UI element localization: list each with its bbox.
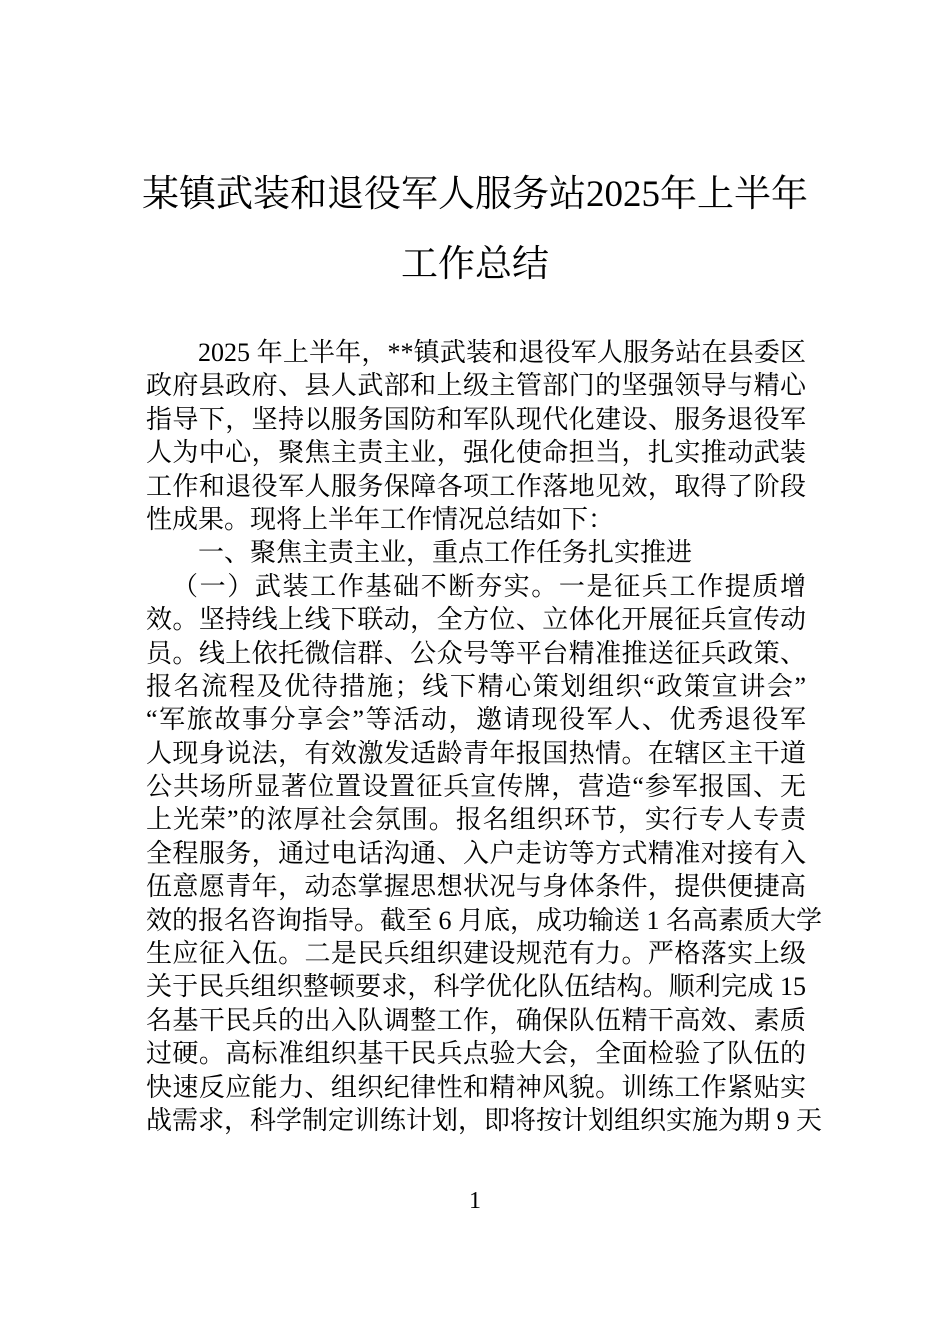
page-number: 1: [469, 1188, 481, 1214]
body-line: 人现身说法，有效激发适龄青年报国热情。在辖区主干道: [146, 738, 806, 768]
body-line: 性成果。现将上半年工作情况总结如下：: [146, 504, 615, 534]
body-line: 全程服务，通过电话沟通、入户走访等方式精准对接有入: [146, 838, 806, 868]
body-line: 人为中心，聚焦主责主业，强化使命担当，扎实推动武装: [146, 438, 806, 468]
body-line: 员。线上依托微信群、公众号等平台精准推送征兵政策、: [146, 638, 806, 668]
body-line: 效的报名咨询指导。截至 6 月底，成功输送 1 名高素质大学: [146, 905, 823, 935]
body-line: 政府县政府、县人武部和上级主管部门的坚强领导与精心: [146, 371, 806, 401]
body-line: “军旅故事分享会”等活动，邀请现役军人、优秀退役军: [146, 705, 806, 735]
body-line: 生应征入伍。二是民兵组织建设规范有力。严格落实上级: [146, 939, 806, 969]
body-line: 上光荣”的浓厚社会氛围。报名组织环节，实行专人专责: [146, 805, 806, 835]
body-line: 伍意愿青年，动态掌握思想状况与身体条件，提供便捷高: [146, 872, 806, 902]
document-title-line-1: 某镇武装和退役军人服务站2025年上半年: [142, 174, 808, 215]
body-line: 效。坚持线上线下联动，全方位、立体化开展征兵宣传动: [146, 605, 806, 635]
body-line: 公共场所显著位置设置征兵宣传牌，营造“参军报国、无: [146, 772, 806, 802]
body-line: 工作和退役军人服务保障各项工作落地见效，取得了阶段: [146, 471, 806, 501]
body-line: 过硬。高标准组织基干民兵点验大会，全面检验了队伍的: [146, 1039, 806, 1069]
body-line: （一）武装工作基础不断夯实。一是征兵工作提质增: [172, 571, 806, 601]
body-line: 战需求，科学制定训练计划，即将按计划组织实施为期 9 天: [146, 1105, 823, 1135]
body-line: 报名流程及优待措施；线下精心策划组织“政策宣讲会”: [146, 671, 806, 701]
body-line: 2025 年上半年，**镇武装和退役军人服务站在县委区: [198, 338, 806, 367]
body-line: 指导下，坚持以服务国防和军队现代化建设、服务退役军: [146, 404, 806, 434]
body-line: 关于民兵组织整顿要求，科学优化队伍结构。顺利完成 15: [146, 972, 806, 1002]
document-body: [146, 336, 823, 1137]
body-line: 名基干民兵的出入队调整工作，确保队伍精干高效、素质: [146, 1005, 806, 1035]
section-heading: 一、聚焦主责主业，重点工作任务扎实推进: [198, 538, 693, 568]
body-line: 快速反应能力、组织纪律性和精神风貌。训练工作紧贴实: [146, 1072, 806, 1102]
document-title-line-2: 工作总结: [401, 244, 549, 285]
